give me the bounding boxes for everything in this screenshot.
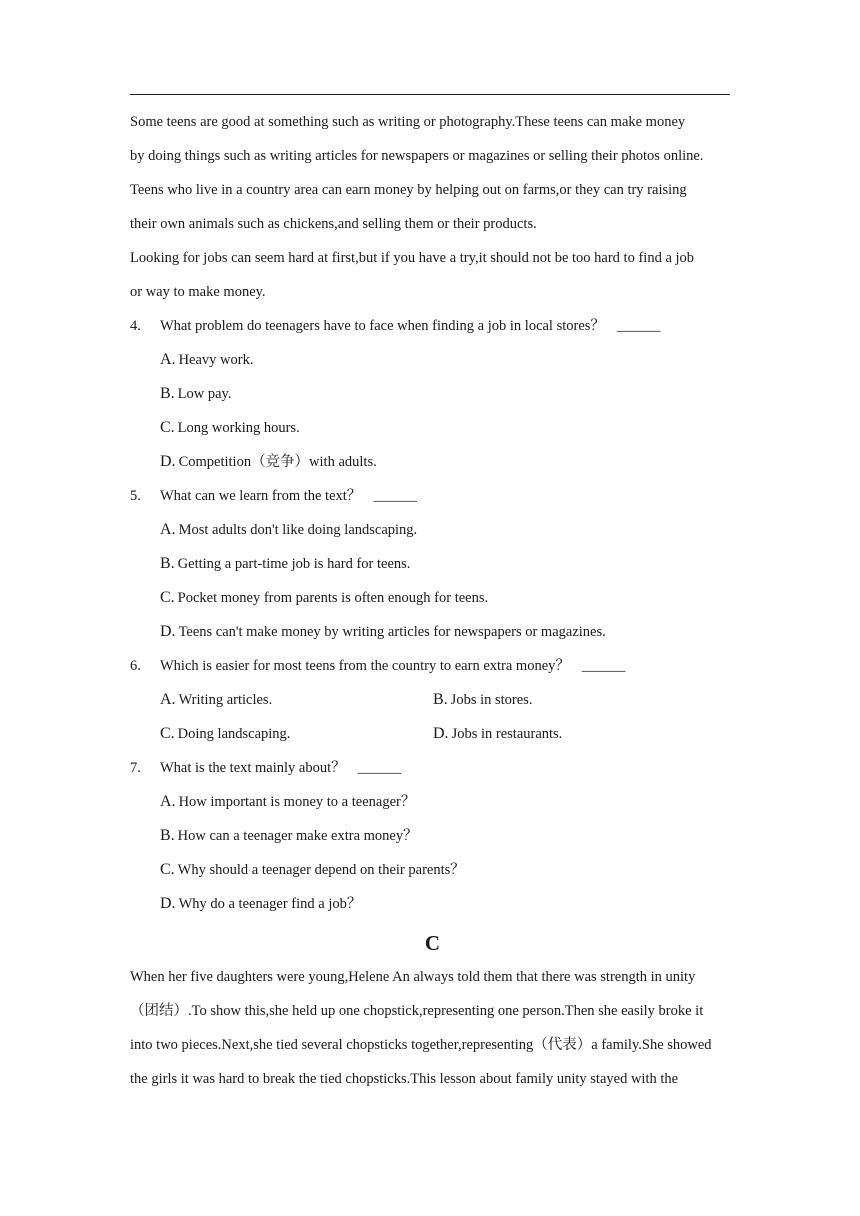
question-6 [130,649,735,751]
answer-blank: ______ [616,318,661,334]
passage-line: （团结）.To show this,she held up one chopstick,representing one person.Then she easily broke it [130,1003,704,1019]
passage-line: or way to make money. [130,284,266,300]
passage-line: their own animals such as chickens,and selling them or their products. [130,216,537,232]
option-c: C. Why should a teenager depend on their parents？ [160,861,465,878]
question-text: What can we learn from the text？ [160,488,362,504]
passage-line: Some teens are good at something such as writing or photography.These teens can make money [130,114,686,130]
option-a: A. Heavy work. [160,351,254,368]
option-b: B. Low pay. [160,385,232,402]
option-d: D. Teens can't make money by writing articles for newspapers or magazines. [160,623,606,640]
question-number: 5. [130,488,141,504]
passage-line: Teens who live in a country area can earn money by helping out on farms,or they can try raising [130,182,687,198]
section-title: C [424,931,441,955]
question-text: What problem do teenagers have to face when finding a job in local stores？ [160,318,605,334]
answer-blank: ______ [581,658,626,674]
question-number: 6. [130,658,141,674]
passage-top [130,105,735,309]
option-a: A. How important is money to a teenager？ [160,793,416,810]
question-7 [130,751,735,921]
option-d: D. Why do a teenager find a job？ [160,895,362,912]
header-rule [130,94,730,95]
option-b: B. Getting a part-time job is hard for teens. [160,555,411,572]
question-text: Which is easier for most teens from the country to earn extra money？ [160,658,570,674]
option-c: C. Doing landscaping. [160,725,291,742]
answer-blank: ______ [357,760,402,776]
page-content [130,105,735,1096]
answer-blank: ______ [373,488,417,504]
passage-bottom [130,960,735,1096]
question-number: 4. [130,318,141,334]
passage-line: When her five daughters were young,Helene An always told them that there was strength in unity [130,969,696,985]
option-b: B. Jobs in stores. [433,691,533,708]
passage-line: the girls it was hard to break the tied chopsticks.This lesson about family unity stayed with the [130,1071,679,1087]
question-5 [130,479,735,649]
option-d: D. Jobs in restaurants. [433,725,563,742]
option-b: B. How can a teenager make extra money？ [160,827,418,844]
question-number: 7. [130,760,141,776]
question-4 [130,309,735,479]
option-c: C. Long working hours. [160,419,300,436]
question-text: What is the text mainly about？ [160,760,346,776]
option-d: D. Competition（竞争）with adults. [160,453,377,470]
option-a: A. Most adults don't like doing landscaping. [160,521,418,538]
option-c: C. Pocket money from parents is often enough for teens. [160,589,489,606]
passage-line: Looking for jobs can seem hard at first,but if you have a try,it should not be too hard to find a job [130,250,695,266]
passage-line: by doing things such as writing articles for newspapers or magazines or selling their photos online. [130,148,704,164]
passage-line: into two pieces.Next,she tied several chopsticks together,representing（代表）a family.She showed [130,1037,712,1053]
option-a: A. Writing articles. [160,691,273,708]
